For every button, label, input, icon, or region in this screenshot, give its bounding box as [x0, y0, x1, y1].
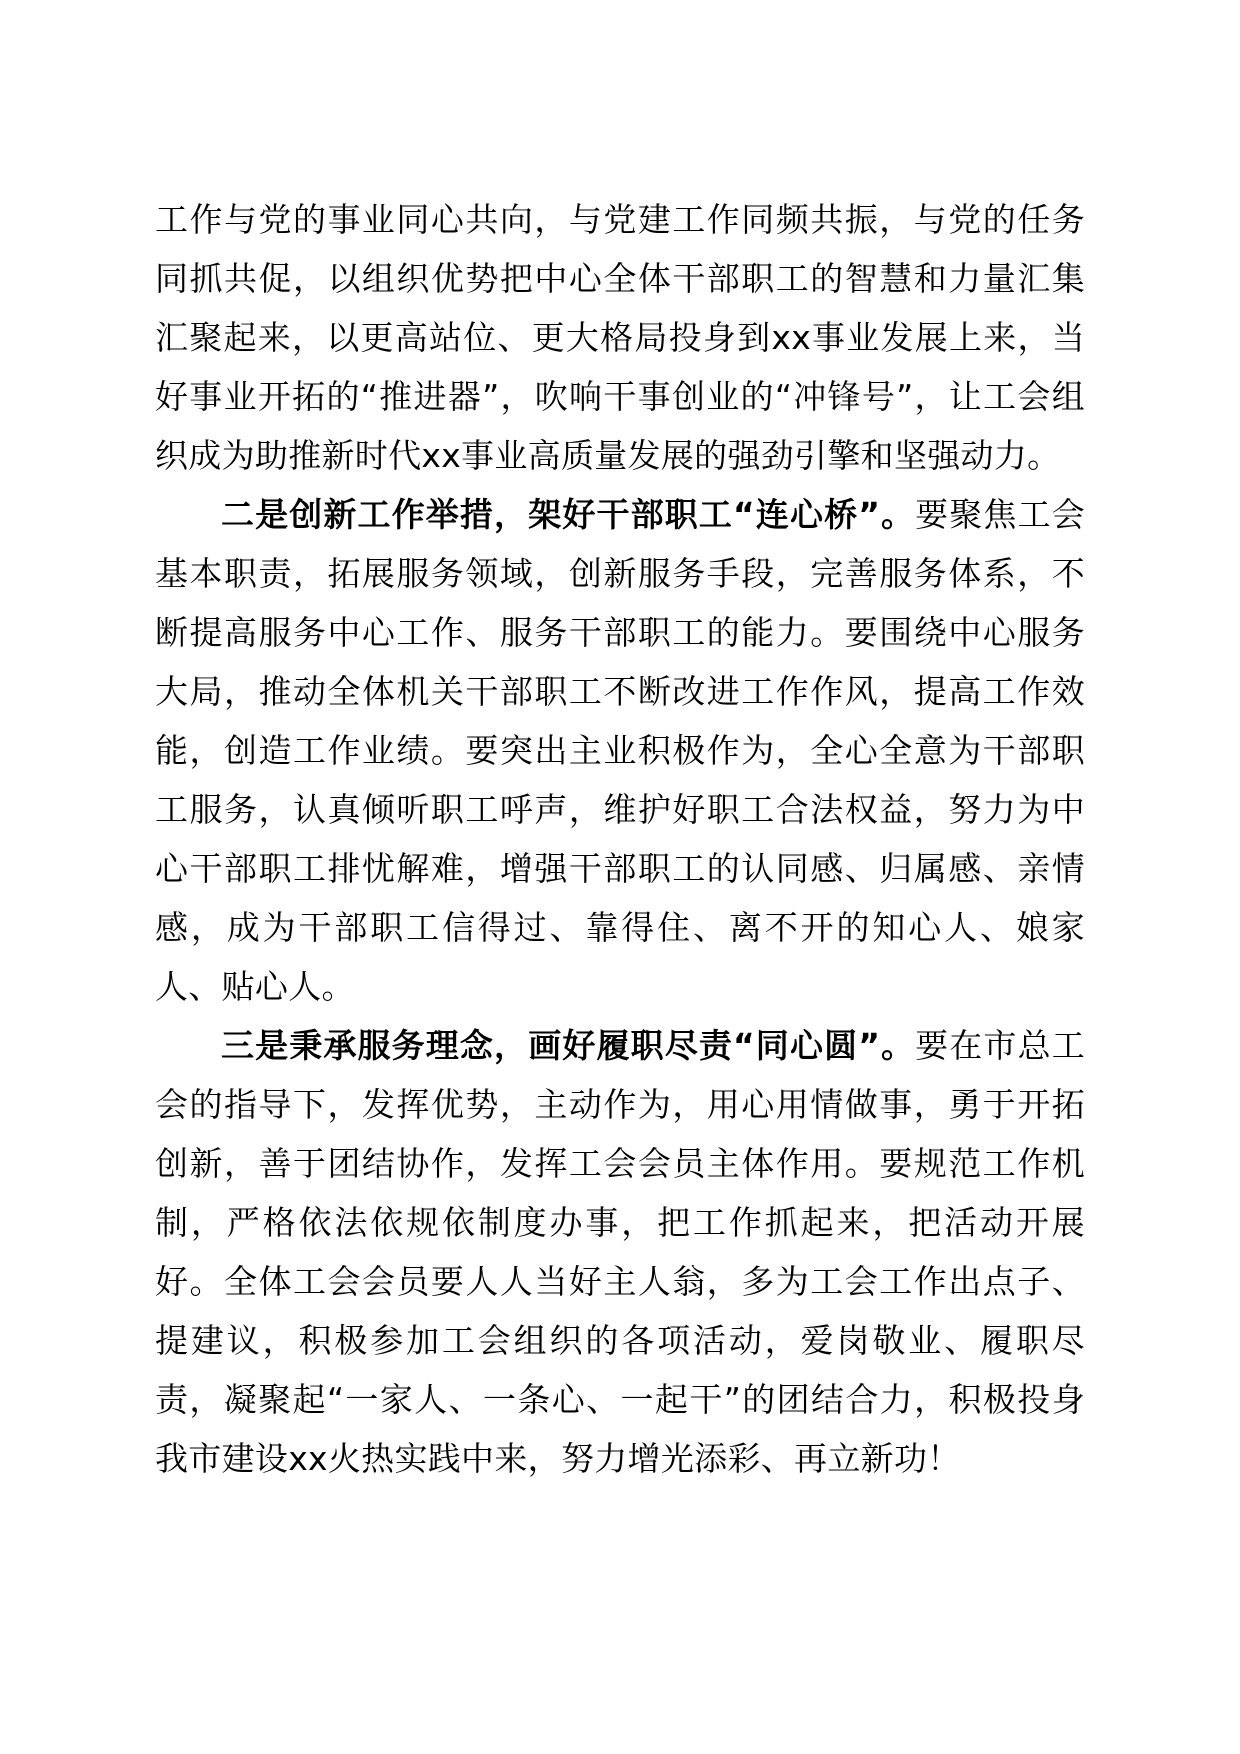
- paragraph-lead-heading: 二是创新工作举措，架好干部职工“连心桥”。: [221, 495, 916, 534]
- paragraph-lead-heading: 三是秉承服务理念，画好履职尽责“同心圆”。: [221, 1026, 916, 1065]
- paragraph-second-point: [155, 485, 1085, 1016]
- paragraph-text: 要在市总工会的指导下，发挥优势，主动作为，用心用情做事，勇于开拓创新，善于团结协作，发挥工会会员主体作用。要规范工作机制，严格依法依规依制度办事，把工作抓起来，把活动开展好。全体工会会员要人人当好主人翁，多为工会工作出点子、提建议，积极参加工会组织的各项活动，爱岗敬业、履职尽责，凝聚起“一家人、一条心、一起干”的团结合力，积极投身我市建设xx火热实践中来，努力增光添彩、再立新功！: [155, 1026, 1086, 1478]
- paragraph-third-point: [155, 1016, 1085, 1488]
- paragraph-text: 工作与党的事业同心共向，与党建工作同频共振，与党的任务同抓共促，以组织优势把中心全体干部职工的智慧和力量汇集汇聚起来，以更高站位、更大格局投身到xx事业发展上来，当好事业开拓的“推进器”，吹响干事创业的“冲锋号”，让工会组织成为助推新时代xx事业高质量发展的强劲引擎和坚强动力。: [155, 200, 1085, 475]
- document-body: [155, 190, 1085, 1488]
- paragraph-continuation: [155, 190, 1085, 485]
- paragraph-text: 要聚焦工会基本职责，拓展服务领域，创新服务手段，完善服务体系，不断提高服务中心工作、服务干部职工的能力。要围绕中心服务大局，推动全体机关干部职工不断改进工作作风，提高工作效能，创造工作业绩。要突出主业积极作为，全心全意为干部职工服务，认真倾听职工呼声，维护好职工合法权益，努力为中心干部职工排忧解难，增强干部职工的认同感、归属感、亲情感，成为干部职工信得过、靠得住、离不开的知心人、娘家人、贴心人。: [155, 495, 1086, 1006]
